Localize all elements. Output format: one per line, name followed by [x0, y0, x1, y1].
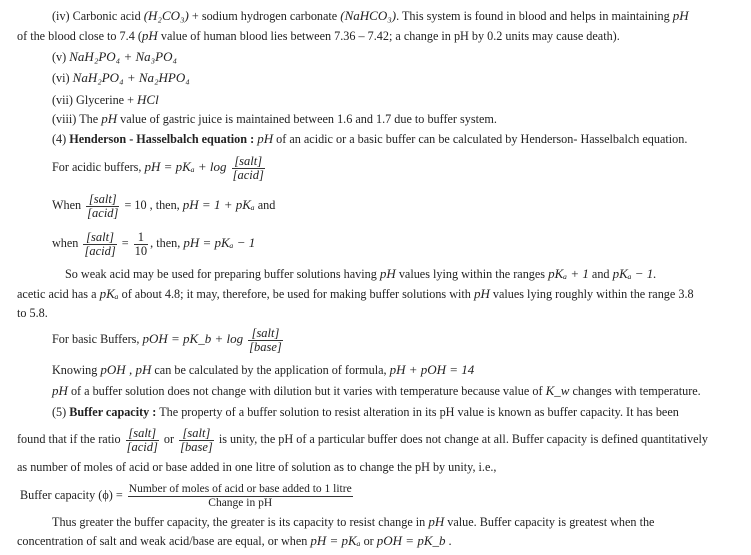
thus [52, 514, 654, 530]
when-10 [52, 190, 275, 220]
text: of about 4.8; it may, therefore, be used for making buffer solutions with [121, 287, 471, 301]
text: to 5.8. [17, 306, 48, 320]
text: as number of moles of acid or base added in one litre of solution as to change the pH by unity, i.e., [17, 460, 497, 474]
text: The property of a buffer solution to resist alteration in its pH value is known as buffer capacity. It has been [159, 405, 679, 419]
text: (vii) Glycerine + [52, 93, 134, 107]
item-iv [52, 8, 689, 24]
text: Knowing [52, 363, 98, 377]
math-ph: pH [473, 286, 490, 301]
text: (v) [52, 50, 67, 64]
fraction: $\frac{1}{10}$ [134, 229, 148, 258]
text: of a buffer solution does not change with dilution but it varies with temperature because value of [70, 384, 543, 398]
equation: pH = pKₐ [310, 533, 361, 548]
item-vii [52, 92, 159, 108]
text: (vi) [52, 71, 70, 85]
text: values lying within the ranges [398, 267, 546, 281]
fraction: $\frac{\text{[salt]}}{\text{[acid]}}$ [126, 425, 158, 454]
text: (viii) The [52, 112, 99, 126]
item-iv-cont [17, 28, 620, 44]
text: changes with temperature. [572, 384, 701, 398]
text: values lying roughly within the range 3.8 [492, 287, 694, 301]
hh-heading [52, 131, 687, 147]
math: pKₐ [99, 286, 119, 301]
basic-eq [52, 324, 285, 354]
knowing [52, 362, 474, 378]
buffer-capacity-eq [20, 480, 355, 510]
section-title: Buffer capacity : [69, 405, 157, 419]
text: For basic Buffers, [52, 332, 140, 346]
math-ph: pH [141, 28, 158, 43]
fraction: $\frac{\text{[salt]}}{\text{[base]}}$ [249, 325, 282, 354]
math-ph: pH [379, 266, 396, 281]
fraction: $\frac{\text{Number of moles of acid or base added to 1 litre}}{\text{Change in pH}}$ [128, 482, 352, 509]
text: acetic acid has a [17, 287, 97, 301]
text: . This system is found in blood and helps in maintaining [396, 9, 670, 23]
text: = 10 , then, [124, 198, 180, 212]
fraction: $\frac{\text{[salt]}}{\text{[acid]}}$ [84, 229, 116, 258]
item-viii [52, 111, 497, 127]
text: can be calculated by the application of formula, [154, 363, 387, 377]
math-ph: pH [52, 383, 68, 398]
math: K_w [545, 383, 570, 398]
fraction: $\frac{\text{[salt]}}{\text{[acid]}}$ [232, 153, 264, 182]
to58 [17, 306, 48, 321]
moles [17, 460, 496, 475]
text: (iv) Carbonic acid [52, 9, 141, 23]
equation: pOH = pK_b . [376, 533, 453, 548]
math: pOH , pH [100, 362, 152, 377]
equation: pOH = pK_b + log [142, 331, 244, 346]
text: For acidic buffers, [52, 160, 142, 174]
text: of the blood close to 7.4 ( [17, 29, 142, 43]
item-v [52, 49, 177, 65]
conc [17, 533, 452, 549]
math: pKₐ − 1. [612, 266, 657, 281]
text: + sodium hydrogen carbonate [191, 9, 338, 23]
text: Thus greater the buffer capacity, the greater is its capacity to resist change in [52, 515, 426, 529]
equation: pH = 1 + pKₐ [182, 197, 255, 212]
text: and [591, 267, 610, 281]
section-number: (4) [52, 132, 67, 146]
math-ph: pH [257, 131, 274, 146]
weak-acid [65, 266, 657, 282]
section-number: (5) [52, 405, 67, 419]
text: when [52, 236, 79, 250]
found-ratio [17, 424, 708, 454]
section-title: Henderson - Hasselbalch equation : [69, 132, 255, 146]
text: So weak acid may be used for preparing buffer solutions having [65, 267, 377, 281]
item-vi [52, 70, 190, 86]
text: value. Buffer capacity is greatest when the [447, 515, 655, 529]
text: concentration of salt and weak acid/base are equal, or when [17, 534, 308, 548]
acetic [17, 286, 694, 302]
math-ph: pH [101, 111, 118, 126]
fraction: $\frac{\text{[salt]}}{\text{[base]}}$ [180, 425, 213, 454]
equation: pH = pKₐ + log [144, 159, 227, 174]
cap-heading [52, 405, 679, 420]
math-ph: pH [672, 8, 689, 23]
text: of an acidic or a basic buffer can be calculated by Henderson- Hasselbalch equation. [276, 132, 688, 146]
dilution [52, 383, 701, 399]
math-ph: pH [428, 514, 445, 529]
text: value of gastric juice is maintained between 1.6 and 1.7 due to buffer system. [120, 112, 497, 126]
formula-v: NaH₂PO₄ + Na₃PO₄ [69, 49, 178, 64]
text: and [257, 198, 276, 212]
text: When [52, 198, 82, 212]
formula-vi: NaH₂PO₄ + Na₂HPO₄ [72, 70, 190, 85]
text: Buffer capacity (ϕ) = [20, 488, 123, 502]
text: value of human blood lies between 7.36 – 7.42; a change in pH by 0.2 units may cause death). [160, 29, 620, 43]
math: pKₐ + 1 [548, 266, 589, 281]
text: , then, [150, 236, 181, 250]
acidic-eq [52, 152, 267, 182]
fraction: $\frac{\text{[salt]}}{\text{[acid]}}$ [87, 191, 119, 220]
formula-nahco3: (NaHCO₃) [340, 8, 397, 23]
formula-hcl: HCl [137, 92, 159, 107]
text: or [163, 432, 175, 446]
equation: pH = pKₐ − 1 [183, 235, 256, 250]
equation: pH + pOH = 14 [389, 362, 475, 377]
text: found that if the ratio [17, 432, 121, 446]
text: or [363, 534, 374, 548]
when-tenth: when $\frac{\text{[salt]}}{\text{[acid]}}$ = $\frac{1}{10}$ , then, pH = pKₐ − 1 [52, 229, 256, 258]
formula-h2co3: (H₂CO₃) [143, 8, 189, 23]
text: is unity, the pH of a particular buffer does not change at all. Buffer capacity is defined quantitatively [218, 432, 708, 446]
